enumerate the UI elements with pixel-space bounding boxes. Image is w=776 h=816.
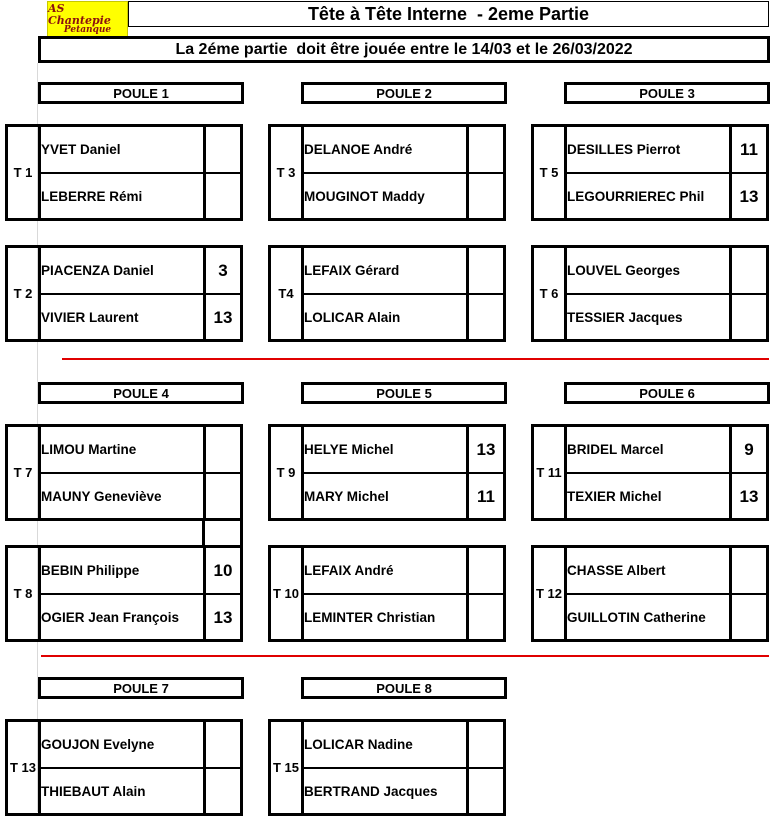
player-name: LOLICAR Alain [304, 310, 401, 325]
player-name: MAUNY Geneviève [41, 489, 162, 504]
player-score [732, 595, 766, 640]
match-card [531, 124, 769, 221]
connector-line [240, 519, 243, 547]
player-score [469, 174, 503, 219]
player-name: CHASSE Albert [567, 563, 666, 578]
player-name: PIACENZA Daniel [41, 263, 154, 278]
player-score: 11 [477, 486, 495, 506]
player-score: 3 [218, 260, 228, 280]
player-score: 13 [476, 439, 496, 459]
table-number: T 13 [9, 760, 36, 775]
player-score: 11 [740, 139, 758, 159]
player-name: DELANOE André [304, 142, 413, 157]
player-score [206, 174, 240, 219]
table-number: T 11 [536, 465, 562, 480]
table-number: T 15 [272, 760, 299, 775]
player-score: 13 [213, 607, 233, 627]
date-range-notice: La 2éme partie doit être jouée entre le 14/03 et le 26/03/2022 [38, 36, 770, 63]
player-name: THIEBAUT Alain [41, 784, 146, 799]
player-score [732, 248, 766, 293]
player-name: LEMINTER Christian [304, 610, 436, 625]
player-name: MARY Michel [304, 489, 389, 504]
table-number: T 5 [539, 165, 559, 180]
player-name: GUILLOTIN Catherine [567, 610, 706, 625]
table-number: T 6 [539, 286, 559, 301]
player-name: TEXIER Michel [567, 489, 662, 504]
player-name: MOUGINOT Maddy [304, 189, 425, 204]
match-card [531, 245, 769, 342]
table-number: T 2 [13, 286, 33, 301]
player-score [469, 722, 503, 767]
player-score [206, 722, 240, 767]
table-number: T 12 [535, 586, 562, 601]
player-name: BEBIN Philippe [41, 563, 140, 578]
player-score: 13 [213, 307, 233, 327]
player-name: LOLICAR Nadine [304, 737, 413, 752]
player-name: BERTRAND Jacques [304, 784, 438, 799]
player-name: DESILLES Pierrot [567, 142, 681, 157]
poule-header-1: POULE 1 [38, 82, 244, 104]
table-number: T 8 [13, 586, 33, 601]
match-card [531, 424, 769, 521]
match-card [268, 424, 506, 521]
player-name: GOUJON Evelyne [41, 737, 155, 752]
table-number: T 9 [276, 465, 296, 480]
player-score [469, 548, 503, 593]
player-name: LEFAIX Gérard [304, 263, 400, 278]
table-number: T 3 [276, 165, 296, 180]
match-card [5, 719, 243, 816]
player-score [732, 295, 766, 340]
poule-header-4: POULE 4 [38, 382, 244, 404]
match-card [5, 545, 243, 642]
player-name: OGIER Jean François [41, 610, 180, 625]
match-card [5, 124, 243, 221]
poule-header-8: POULE 8 [301, 677, 507, 699]
logo-line-1: AS Chantepie [48, 2, 111, 27]
player-score: 13 [739, 486, 759, 506]
player-score: 13 [739, 186, 759, 206]
page-title: Tête à Tête Interne - 2eme Partie [128, 1, 769, 27]
logo-line-2: Petanque [63, 25, 112, 36]
player-score [206, 474, 240, 519]
connector-line [202, 519, 205, 547]
player-name: LEGOURRIEREC Phil [567, 189, 705, 204]
player-name: LEBERRE Rémi [41, 189, 143, 204]
table-number: T 7 [13, 465, 33, 480]
match-card [268, 545, 506, 642]
table-number: T 1 [13, 165, 33, 180]
player-score [469, 595, 503, 640]
player-name: LEFAIX André [304, 563, 394, 578]
match-card [5, 424, 243, 521]
match-card [268, 719, 506, 816]
player-name: HELYE Michel [304, 442, 394, 457]
player-name: YVET Daniel [41, 142, 121, 157]
poule-header-7: POULE 7 [38, 677, 244, 699]
match-card [268, 245, 506, 342]
table-number: T 10 [272, 586, 299, 601]
player-score [469, 769, 503, 814]
red-separator [62, 358, 769, 360]
match-card [531, 545, 769, 642]
player-score: 9 [744, 439, 754, 459]
player-score: 10 [213, 560, 233, 580]
player-name: VIVIER Laurent [41, 310, 139, 325]
poule-header-3: POULE 3 [564, 82, 770, 104]
player-score [732, 548, 766, 593]
player-name: LOUVEL Georges [567, 263, 681, 278]
player-score [206, 769, 240, 814]
player-name: BRIDEL Marcel [567, 442, 664, 457]
player-score [206, 427, 240, 472]
poule-header-6: POULE 6 [564, 382, 770, 404]
red-separator [41, 655, 769, 657]
player-score [469, 248, 503, 293]
player-name: LIMOU Martine [41, 442, 137, 457]
player-name: TESSIER Jacques [567, 310, 683, 325]
match-card [5, 245, 243, 342]
poule-header-2: POULE 2 [301, 82, 507, 104]
table-number: T4 [278, 286, 294, 301]
player-score [469, 127, 503, 172]
player-score [206, 127, 240, 172]
match-card [268, 124, 506, 221]
player-score [469, 295, 503, 340]
poule-header-5: POULE 5 [301, 382, 507, 404]
club-logo [47, 1, 128, 38]
